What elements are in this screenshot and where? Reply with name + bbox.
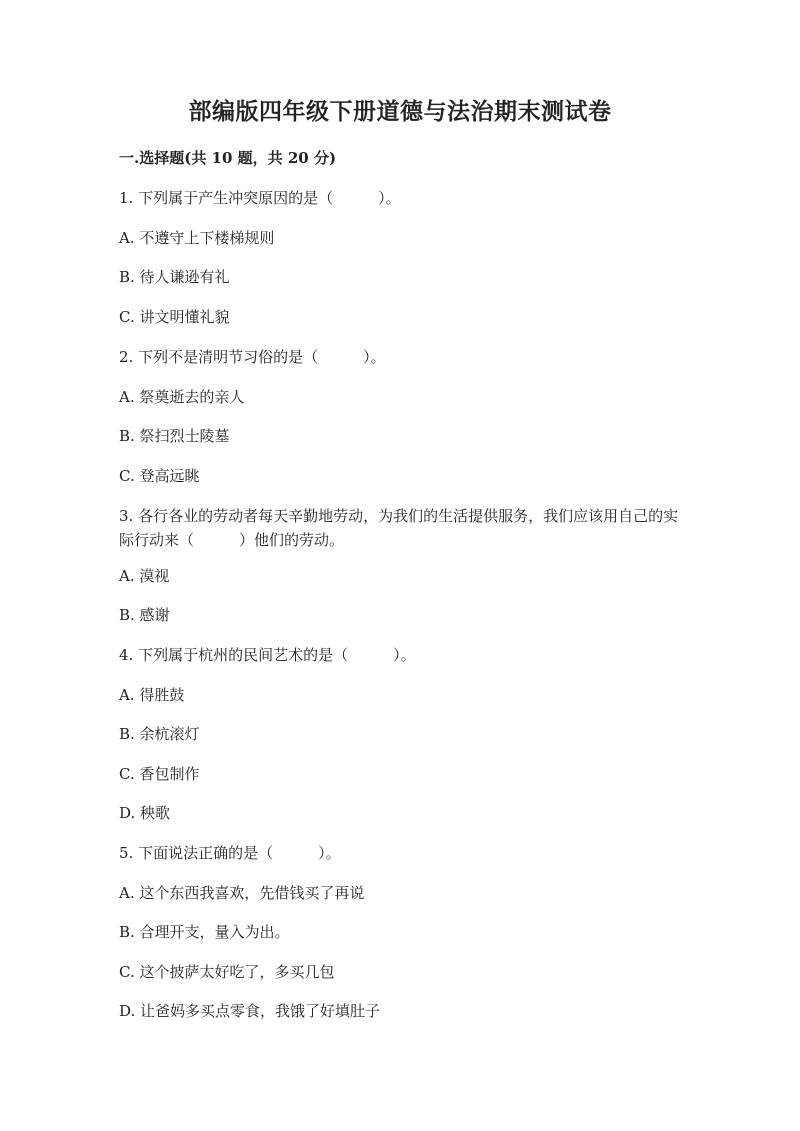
answer-option: A. 漠视 [119,567,170,585]
answer-option: B. 合理开支，量入为出。 [119,923,290,941]
question-stem: 2. 下列不是清明节习俗的是（ ）。 [119,348,386,366]
question-stem: 3. 各行各业的劳动者每天辛勤地劳动，为我们的生活提供服务，我们应该用自己的实际行动来（ ）他们的劳动。 [119,507,679,549]
answer-option: B. 待人谦逊有礼 [119,268,230,286]
answer-option: D. 秧歌 [119,804,171,822]
answer-option: C. 这个披萨太好吃了，多买几包 [119,963,335,981]
question-stem: 4. 下列属于杭州的民间艺术的是（ ）。 [119,646,416,664]
answer-option: D. 让爸妈多买点零食，我饿了好填肚子 [119,1002,381,1020]
page-title: 部编版四年级下册道德与法治期末测试卷 [188,98,612,125]
answer-option: B. 余杭滚灯 [119,725,200,743]
question-stem: 5. 下面说法正确的是（ ）。 [119,844,341,862]
answer-option: C. 讲文明懂礼貌 [119,308,230,326]
answer-option: B. 祭扫烈士陵墓 [119,427,230,445]
answer-option: A. 得胜鼓 [119,686,185,704]
answer-option: A. 这个东西我喜欢，先借钱买了再说 [119,884,365,902]
answer-option: C. 登高远眺 [119,467,200,485]
answer-option: C. 香包制作 [119,765,200,783]
section-heading: 一.选择题(共 10 题，共 20 分) [119,149,337,167]
answer-option: A. 不遵守上下楼梯规则 [119,229,275,247]
answer-option: B. 感谢 [119,606,170,624]
answer-option: A. 祭奠逝去的亲人 [119,388,245,406]
question-stem: 1. 下列属于产生冲突原因的是（ ）。 [119,189,401,207]
